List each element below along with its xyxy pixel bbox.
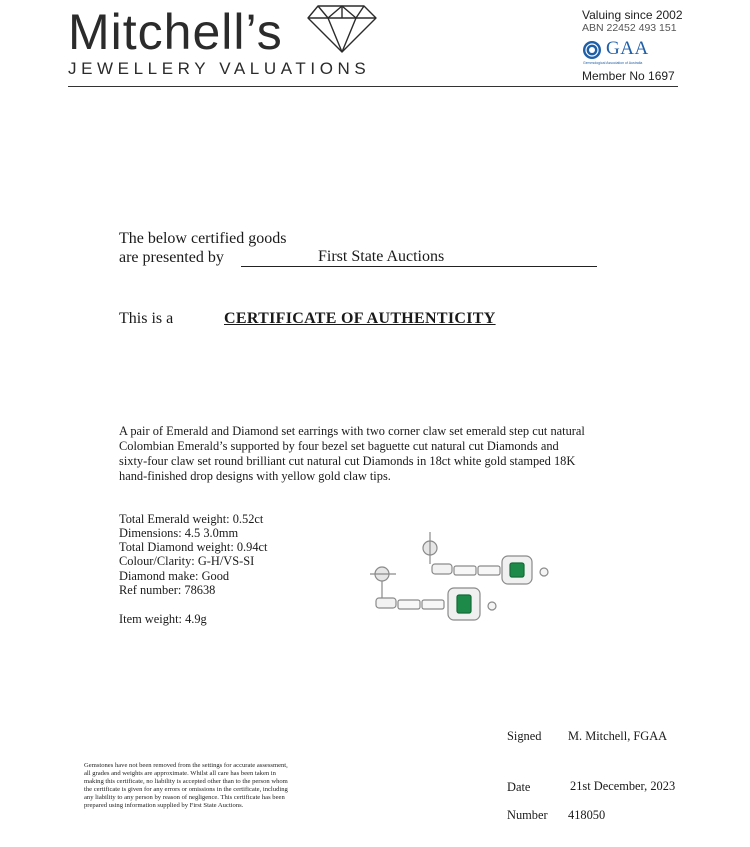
emerald-earrings-photo — [368, 528, 560, 628]
certificate-prefix: This is a — [119, 310, 174, 327]
number-label: Number — [507, 808, 548, 822]
number-value: 418050 — [568, 808, 606, 822]
gaa-tagline: Gemmological Association of Australia — [583, 61, 643, 65]
intro-line-2: are presented by — [119, 249, 224, 266]
abn-number: ABN 22452 493 151 — [582, 22, 677, 34]
spec-emerald-weight: Total Emerald weight: 0.52ct — [119, 512, 264, 526]
spec-dimensions: Dimensions: 4.5 3.0mm — [119, 526, 239, 540]
spec-diamond-weight: Total Diamond weight: 0.94ct — [119, 540, 268, 554]
disclaimer-text: Gemstones have not been removed from the settings for accurate assessment, all grades and weights are approximate. Whilst all care has been taken in making this certificate, no liability is accepted other than to the person whom the certificate is given for any errors or omissions in the certificate, including any liability to any person by reason of negligence. This certificate has been prepared using information supplied by First State Auctions. — [84, 762, 288, 809]
intro-line-1: The below certified goods — [119, 230, 287, 247]
item-description: A pair of Emerald and Diamond set earrings with two corner claw set emerald step cut natural Colombian Emerald’s supported by four bezel set baguette cut natural cut Diamonds and sixty-four claw set round brilliant cut natural cut Diamonds in 18ct white gold stamped 18K hand-finished drop designs with yellow gold claw tips. — [119, 424, 585, 483]
date-label: Date — [507, 780, 531, 794]
gaa-badge-icon — [582, 40, 602, 60]
spec-ref-number: Ref number: 78638 — [119, 583, 216, 597]
certificate-title: CERTIFICATE OF AUTHENTICITY — [224, 310, 496, 327]
header-divider — [68, 86, 678, 87]
diamond-outline-icon — [306, 2, 378, 54]
signed-value: M. Mitchell, FGAA — [568, 729, 668, 743]
date-value: 21st December, 2023 — [570, 779, 676, 793]
spec-diamond-make: Diamond make: Good — [119, 569, 230, 583]
item-weight: Item weight: 4.9g — [119, 612, 207, 626]
spec-colour-clarity: Colour/Clarity: G-H/VS-SI — [119, 554, 255, 568]
signed-label: Signed — [507, 729, 542, 743]
presenter-name: First State Auctions — [241, 248, 597, 267]
valuing-since: Valuing since 2002 — [582, 8, 683, 22]
gaa-logo-text: GAA — [606, 38, 649, 59]
brand-name: Mitchell’s — [68, 4, 283, 60]
brand-subtitle: JEWELLERY VALUATIONS — [68, 59, 371, 78]
member-number: Member No 1697 — [582, 69, 675, 83]
